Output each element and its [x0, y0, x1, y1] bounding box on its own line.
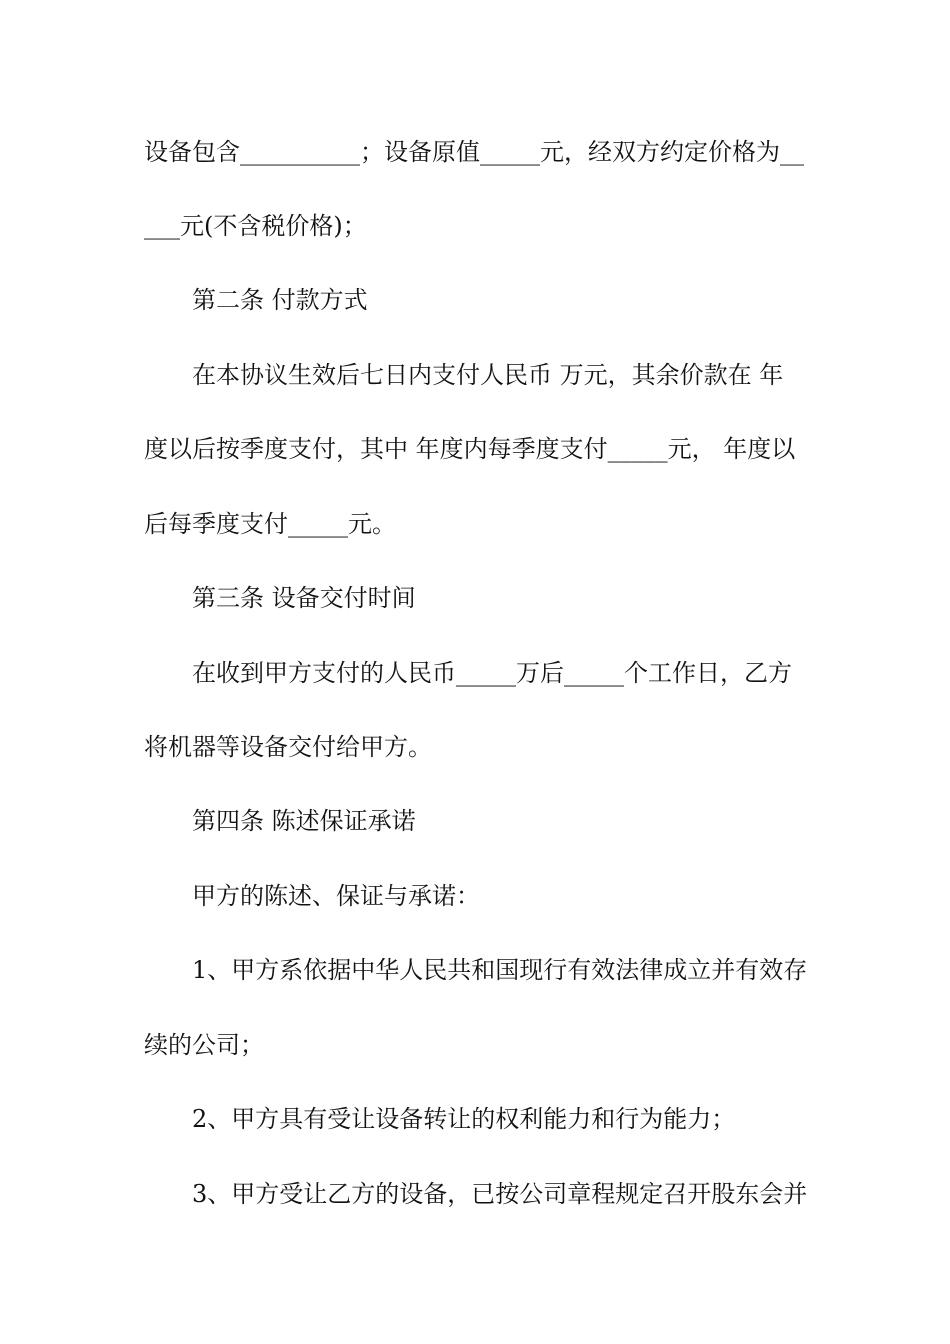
text-line-payment-1: 在本协议生效后七日内支付人民币 万元，其余价款在 年	[192, 361, 784, 389]
text-line-payment-3: 后每季度支付_____元。	[144, 510, 396, 538]
text-line-delivery-1: 在收到甲方支付的人民币_____万后_____个工作日，乙方	[192, 659, 792, 687]
list-item-3-line-1: 3、甲方受让乙方的设备，已按公司章程规定召开股东会并	[192, 1180, 808, 1208]
text-line-equipment-price: 设备包含__________；设备原值_____元，经双方约定价格为__	[144, 138, 804, 166]
list-item-1-line-1: 1、甲方系依据中华人民共和国现行有效法律成立并有效存	[192, 956, 808, 984]
text-line-delivery-2: 将机器等设备交付给甲方。	[144, 733, 432, 761]
text-line-price-note: ___元(不含税价格)；	[144, 212, 367, 240]
section-heading-delivery: 第三条 设备交付时间	[192, 584, 416, 612]
section-heading-representations: 第四条 陈述保证承诺	[192, 807, 416, 835]
list-item-2: 2、甲方具有受让设备转让的权利能力和行为能力；	[192, 1105, 736, 1133]
list-item-1-line-2: 续的公司；	[144, 1031, 264, 1059]
text-line-payment-2: 度以后按季度支付，其中 年度内每季度支付_____元， 年度以	[144, 435, 796, 463]
text-line-party-a-intro: 甲方的陈述、保证与承诺：	[192, 882, 480, 910]
section-heading-payment: 第二条 付款方式	[192, 286, 368, 314]
